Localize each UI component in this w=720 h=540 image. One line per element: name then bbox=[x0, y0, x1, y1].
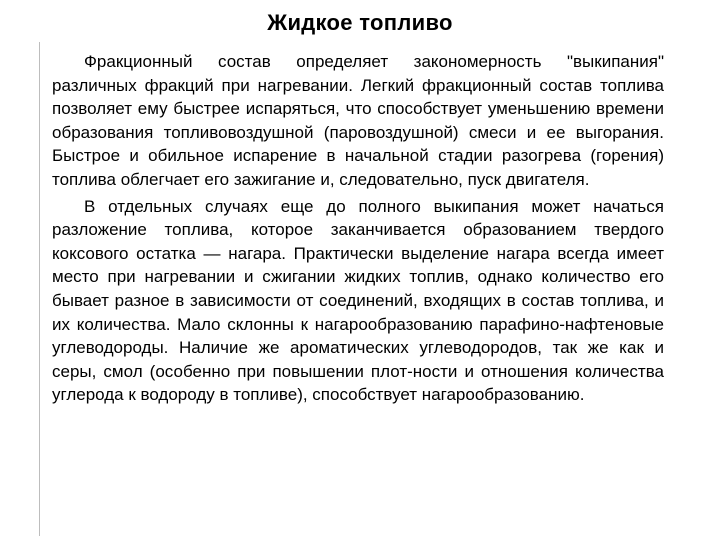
paragraph-rule-2 bbox=[39, 216, 40, 536]
paragraph-carbon-deposits: В отдельных случаях еще до полного выкипания может начаться разложение топлива, которое заканчивается образованием твердого коксового остатка — нагара. Практически выделение нагара всегда имеет место при нагревании и сжигании жидких топлив, однако количество его бывает разное в зависимости от соединений, входящих в состав топлива, и их количества. Мало склонны к нагарообразованию парафино-нафтеновые углеводороды. Наличие же ароматических углеводородов, так же как и серы, смол (особенно при повышении плот-ности и отношения количества углерода к водороду в топливе), способствует нагарообразованию. bbox=[52, 196, 664, 405]
paragraph-rule-1 bbox=[39, 42, 40, 223]
slide-title: Жидкое топливо bbox=[267, 10, 453, 35]
paragraph-fractional-composition: Фракционный состав определяет закономерность "выкипания" различных фракций при нагревании. Легкий фракционный состав топлива позволяет ему быстрее испаряться, что способствует уменьшению времени образования топливовоздушной (паровоздушной) смеси и ее выгорания. Быстрое и обильное испарение в начальной стадии разогрева (горения) топлива облегчает его зажигание и, следовательно, пуск двигателя. bbox=[52, 52, 664, 189]
slide-body bbox=[52, 50, 664, 407]
